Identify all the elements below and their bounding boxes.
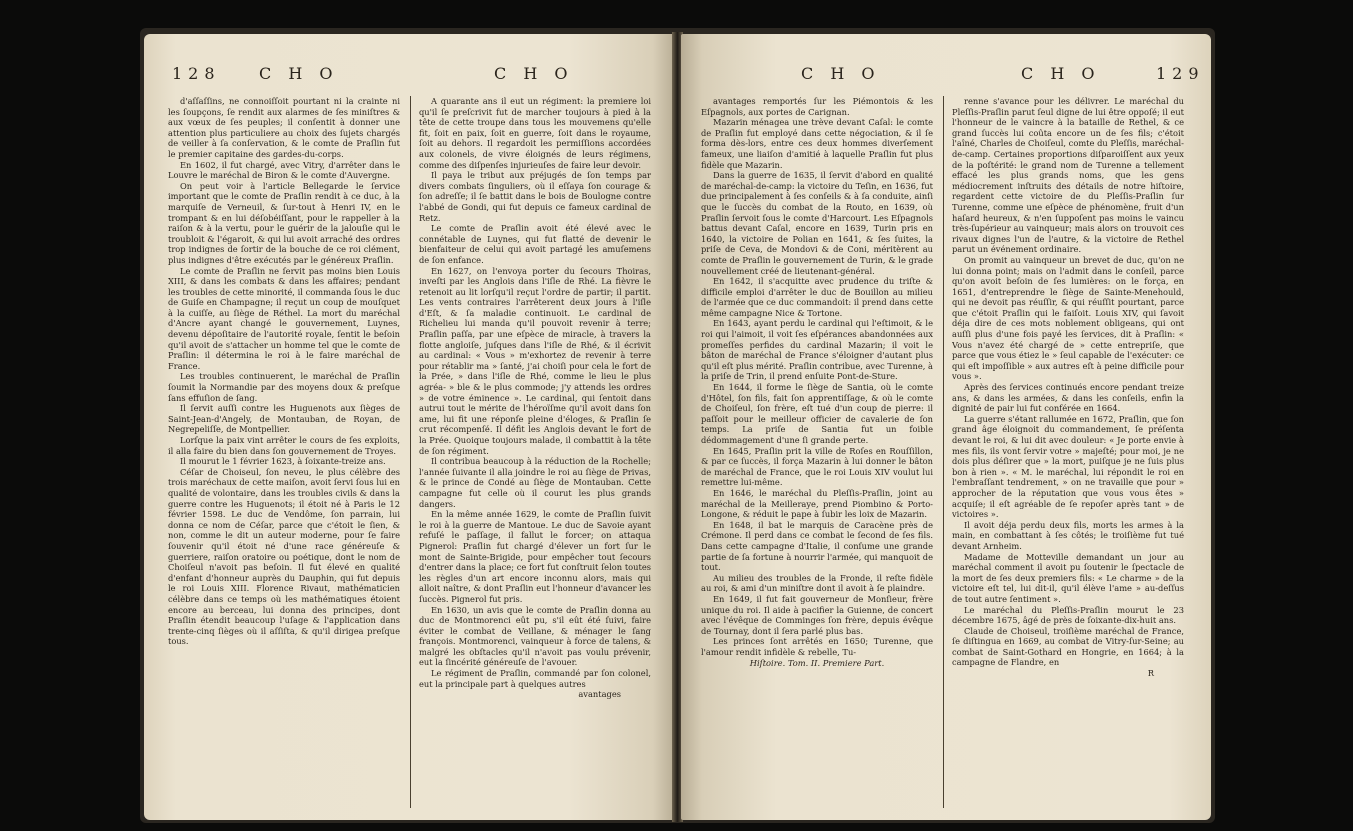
right-column-1 (701, 96, 933, 808)
paragraph: En 1602, il fut chargé, avec Vitry, d'arrêter dans le Louvre le maréchal de Biron & le comte d'Auvergne. (168, 159, 400, 181)
paragraph: Mazarin ménagea une trève devant Caſal: le comte de Praſlin fut employé dans cette négociation, & il ſe forma dès-lors, entre ces deux hommes diverſement fameux, une liaiſon d'amitié à laquelle Praſlin fut plus fidèle que Mazarin. (701, 117, 933, 170)
paragraph: Les princes ſont arrêtés en 1650; Turenne, que l'amour rendit infidèle & rebelle, Tu- (701, 636, 933, 657)
paragraph: En 1645, Praſlin prit la ville de Roſes en Rouſſillon, & par ce ſuccès, il força Mazarin à lui donner le bâton de maréchal de France, que le roi Louis XIV voulut lui remettre lui-même. (701, 445, 933, 488)
paragraph: Le régiment de Praſlin, commandé par ſon colonel, eut la principale part à quelques autres (419, 668, 651, 689)
paragraph: En 1642, il s'acquitte avec prudence du triſte & difficile emploi d'arrêter le duc de Bouillon au milieu de l'armée que ce duc commandoit: il prend dans cette même campagne Nice & Tortone. (701, 276, 933, 318)
page-number: 128 (172, 64, 221, 83)
paragraph: Il paya le tribut aux préjugés de ſon temps par divers combats ſinguliers, où il eſſaya ſon courage & ſon adreſſe; il ſe battit dans le bois de Boulogne contre l'abbé de Gondi, qui fut depuis ce fameux cardinal de Retz. (419, 170, 651, 223)
paragraph: renne s'avance pour les délivrer. Le maréchal du Pleſſis-Praſlin parut ſeul digne de lui être oppoſé; il eut l'honneur de le vaincre à la bataille de Rethel, & ce grand ſuccès lui coûta encore un de ſes fils; c'étoit l'aîné, Charles de Choiſeul, comte du Pleſſis, maréchal-de-camp. Certaines proportions diſparoiſſent aux yeux de la poſtérité: le grand nom de Turenne a tellement effacé les plus grands noms, que les gens médiocrement inſtruits des détails de notre hiſtoire, regardent cette victoire de du Pleſſis-Praſlin ſur Turenne, comme une eſpèce de phénomène, fruit d'un haſard heureux, & n'en ſuppoſent pas moins le vaincu très-ſupérieur au vainqueur; mais alors on trouvoit ces rivaux dignes l'un de l'autre, & la victoire de Rethel parut un événement ordinaire. (952, 96, 1184, 255)
paragraph: Le maréchal du Pleſſis-Praſlin mourut le 23 décembre 1675, âgé de près de ſoixante-dix-huit ans. (952, 604, 1184, 626)
page-number: 129 (1156, 64, 1205, 83)
paragraph: Le comte de Praſlin ne ſervit pas moins bien Louis XIII, & dans les combats & dans les affaires; pendant les troubles de cette minorité, il commanda ſous le duc de Guiſe en Champagne; il reçut un coup de mouſquet à la cuiſſe, au ſiège de Réthel. La mort du maréchal d'Ancre ayant changé le gouvernement, Luynes, devenu dépoſitaire de l'autorité royale, ſentit le beſoin qu'il avoit de s'attacher un homme tel que le comte de Praſlin: il détermina le roi à le faire maréchal de France. (168, 265, 400, 371)
signature-mark: R (1147, 668, 1154, 679)
paragraph: Le comte de Praſlin avoit été élevé avec le connétable de Luynes, qui fut flatté de devenir le bienfaiteur de celui qui avoit partagé les amuſemens de ſon enfance. (419, 223, 651, 265)
paragraph: Céſar de Choiseul, ſon neveu, le plus célèbre des trois maréchaux de cette maiſon, avoit ſervi ſous lui en qualité de volontaire, dans les troubles civils & dans la guerre contre les Huguenots; il étoit né à Paris le 12 février 1598. Le duc de Vendôme, ſon parrain, lui donna ce nom de Céſar, parce que c'étoit le ſien, & non, comme le dit un auteur moderne, pour ſe faire ſouvenir qu'il étoit né d'une race généreuſe & guerriere, raiſon oratoire ou poétique, dont le nom de Choiſeul n'avoit pas beſoin. Il fut élevé en qualité d'enfant d'honneur auprès du Dauphin, qui fut depuis le roi Louis XIII. Florence Rivaut, mathématicien célèbre dans ce temps où les mathématiques étoient encore au berceau, lui donna des principes, dont Praſlin étendit beaucoup l'uſage & l'application dans trente-cinq ſièges où il aſſiſta, & qu'il dirigea preſque tous. (168, 466, 400, 647)
paragraph: En 1630, un avis que le comte de Praſlin donna au duc de Montmorenci eût pu, s'il eût été ſuivi, faire éviter le combat de Veillane, & ménager le ſang françois. Montmorenci, vainqueur à force de talens, & malgré les obſtacles qu'il n'avoit pas voulu prévenir, eut la ſincérité généreuſe de l'avouer. (419, 604, 651, 668)
paragraph: On peut voir à l'article Bellegarde le ſervice important que le comte de Praſlin rendit à ce duc, à la marquiſe de Verneuil, & ſur-tout à Henri IV, en le trompant & en lui déſobéiſſant, pour le rappeller à la raiſon & à la vertu, pour le guérir de la jalouſie qui le troubloit & l'égaroit, & qui lui avoit arraché des ordres trop indignes de ſortir de la bouche de ce roi clément, plus indignes d'être exécutés par le généreux Praſlin. (168, 180, 400, 265)
paragraph: Après des ſervices continués encore pendant treize ans, & dans les armées, & dans les conſeils, enfin la dignité de pair lui fut conférée en 1664. (952, 382, 1184, 414)
column-rule (943, 96, 944, 808)
left-column-2 (419, 96, 651, 808)
running-head: C H O (259, 64, 339, 83)
left-page-header (144, 64, 674, 94)
paragraph: Dans la guerre de 1635, il ſervit d'abord en qualité de maréchal-de-camp: la victoire du Teſin, en 1636, fut due principalement à ſes conſeils & à ſa conduite, ainſi que le ſuccès du combat de la Routo, en 1639, où Praſlin ſervoit ſous le comte d'Harcourt. Les Eſpagnols battus devant Caſal, encore en 1639, Turin pris en 1640, la victoire de Polian en 1641, & ſes ſuites, la priſe de Ceva, de Mondovi & de Coni, méritèrent au comte de Praſlin le gouvernement de Turin, & le grade nouvellement créé de lieutenant-général. (701, 170, 933, 276)
footer-title: Hiſtoire. Tom. II. Premiere Part. (749, 658, 885, 669)
column-rule (410, 96, 411, 808)
paragraph: Madame de Motteville demandant un jour au maréchal comment il avoit pu ſoutenir le ſpectacle de la mort de ſes deux premiers fils: « Le charme » de la victoire eſt tel, lui dit-il, qu'il élève l'ame » au-deſſus de tout autre ſentiment ». (952, 551, 1184, 604)
paragraph: En 1649, il fut fait gouverneur de Monſieur, frère unique du roi. Il aide à pacifier la Guienne, de concert avec l'évêque de Comminges ſon frère, depuis évêque de Tournay, dont il ſera parlé plus bas. (701, 593, 933, 636)
right-page-header (681, 64, 1211, 94)
running-head: C H O (801, 64, 881, 83)
paragraph: Au milieu des troubles de la Fronde, il reſte fidèle au roi, & ami d'un miniſtre dont il avoit à ſe plaindre. (701, 572, 933, 594)
running-head: C H O (1021, 64, 1101, 83)
left-page (144, 34, 674, 820)
paragraph: En 1646, le maréchal du Pleſſis-Praſlin, joint au maréchal de la Meilleraye, prend Piombino & Porto-Longone, & réduit le pape à ſubir les loix de Mazarin. (701, 487, 933, 520)
paragraph: A quarante ans il eut un régiment: la premiere loi qu'il ſe preſcrivit fut de marcher toujours à pied à la tête de cette troupe dans tous les mouvemens qu'elle fit, ſoit en paix, ſoit en guerre, ſoit dans le royaume, ſoit au dehors. Il regardoit les permiſſions accordées aux colonels, de vivre éloignés de leurs régimens, comme des diſpenſes injurieuſes de faire leur devoir. (419, 96, 651, 170)
paragraph: Il avoit déja perdu deux fils, morts les armes à la main, en combattant à ſes côtés; le troiſième fut tué devant Arnheim. (952, 519, 1184, 551)
paragraph: En 1648, il bat le marquis de Caracène près de Crémone. Il perd dans ce combat le ſecond de ſes fils. Dans cette campagne d'Italie, il conſume une grande partie de ſa fortune à nourrir l'armée, qui manquoit de tout. (701, 519, 933, 573)
paragraph: Il ſervit auſſi contre les Huguenots aux ſièges de Saint-Jean-d'Angely, de Montauban, de Royan, de Negrepeliſſe, de Montpellier. (168, 403, 400, 435)
paragraph: Claude de Choiseul, troiſième maréchal de France, ſe diſtingua en 1669, au combat de Vitry-ſur-Seine; au combat de Saint-Gothard en Hongrie, en 1664; à la campagne de Flandre, en (952, 625, 1184, 668)
paragraph: Il contribua beaucoup à la réduction de la Rochelle; l'année ſuivante il alla joindre le roi au ſiège de Privas, & le prince de Condé au ſiège de Montauban. Cette campagne fut celle où il courut les plus grands dangers. (419, 456, 651, 509)
paragraph: Les troubles continuerent, le maréchal de Praſlin ſoumit la Normandie par des moyens doux & preſque ſans effuſion de ſang. (168, 371, 400, 403)
catchword: avantages (578, 689, 621, 700)
open-book (140, 28, 1215, 823)
left-column-1 (168, 96, 400, 808)
paragraph: En 1643, ayant perdu le cardinal qui l'eſtimoit, & le roi qui l'aimoit, il voit ſes eſpérances abandonnées aux promeſſes perfides du cardinal Mazarin; il voit le bâton de maréchal de France s'éloigner d'autant plus qu'il eſt plus mérité. Praſlin contribue, avec Turenne, à la priſe de Trin, il prend enſuite Pont-de-Sture. (701, 318, 933, 382)
right-column-2 (952, 96, 1184, 808)
paragraph: avantages remportés ſur les Piémontois & les Eſpagnols, aux portes de Carignan. (701, 96, 933, 117)
paragraph: En 1627, on l'envoya porter du ſecours Thoiras, inveſti par les Anglois dans l'iſle de Rhé. La fièvre le retenoit au lit lorſqu'il reçut l'ordre de partir; il partit. Les vents contraires l'arrêterent deux jours à l'iſle d'Eſt, & ſa maladie continuoit. Le cardinal de Richelieu lui manda qu'il pouvoit revenir à terre; Praſlin paſſa, par une eſpèce de miracle, à travers la flotte angloiſe, juſques dans l'iſle de Rhé, & il écrivit au cardinal: « Vous » m'exhortez de revenir à terre pour rétablir ma » ſanté, j'ai choiſi pour cela le fort de la Prée, » dans l'iſle de Rhé, comme le lieu le plus agréa- » ble & le plus commode; j'y attends les ordres » de votre éminence ». Le cardinal, qui ſentoit dans autrui tout le mérite de l'héroïſme qu'il avoit dans ſon ame, lui fit une réponſe pleine d'éloges, & Praſlin ſe crut récompenſé. Il défit les Anglois devant le fort de la Prée. Quoique toujours malade, il combattit à la tête de ſon régiment. (419, 265, 651, 456)
paragraph: Il mourut le 1 février 1623, à ſoixante-treize ans. (180, 456, 386, 467)
paragraph: On promit au vainqueur un brevet de duc, qu'on ne lui donna point; mais on l'admit dans le conſeil, parce qu'on avoit beſoin de ſes lumières: on le força, en 1651, d'entreprendre le ſiège de Sainte-Menehould, qui ne devoit pas réuſſir, & qui réuſſit pourtant, parce que c'étoit Praſlin qui le faiſoit. Louis XIV, qui ſavoit déja dire de ces mots noblement obligeans, qui ont auſſi plus d'une fois payé les ſervices, dit à Praſlin: « Vous n'avez été chargé de » cette entrepriſe, que parce que vous étiez le » ſeul capable de l'exécuter: ce qui eſt impoſſible » aux autres eſt à peine difficile pour vous ». (952, 254, 1184, 382)
paragraph: La guerre s'étant rallumée en 1672, Praſlin, que ſon grand âge éloignoit du commandement, ſe préſenta devant le roi, & lui dit avec douleur: « Je porte envie à mes fils, ils vont ſervir votre » majeſté; pour moi, je ne dois plus déſirer que » la mort, puiſque je ne ſuis plus bon à rien ». « M. le maréchal, lui répondit le roi en l'embraſſant tendrement, » on ne travaille que pour » approcher de la réputation que vous vous êtes » acquiſe; il eſt agréable de ſe repoſer après tant » de victoires ». (952, 413, 1184, 520)
paragraph: d'aſſaſſins, ne connoiſſoit pourtant ni la crainte ni les ſoupçons, ſe rendit aux alarmes de ſes miniſtres & aux vœux de ſes peuples; il conſentit à donner une attention plus particuliere au choix des ſujets chargés de veiller à ſa conſervation, & le comte de Praſlin fut le premier capitaine des gardes-du-corps. (168, 96, 400, 159)
right-page (681, 34, 1211, 820)
paragraph: Lorſque la paix vint arrêter le cours de ſes exploits, il alla faire du bien dans ſon gouvernement de Troyes. (168, 435, 400, 456)
running-head: C H O (494, 64, 574, 83)
paragraph: En 1644, il forme le ſiège de Santia, où le comte d'Hôtel, ſon fils, fait ſon apprentiſſage, & où le comte de Choiſeul, ſon frère, eſt tué d'un coup de pierre: il paſſoit pour le meilleur officier de cavalerie de ſon temps. La priſe de Santia fut un foible dédommagement d'une ſi grande perte. (701, 382, 933, 445)
paragraph: En la même année 1629, le comte de Praſlin ſuivit le roi à la guerre de Mantoue. Le duc de Savoie ayant refuſé le paſſage, il fallut le forcer; on attaqua Pignerol: Praſlin fut chargé d'élever un fort ſur le mont de Sainte-Brigide, pour empêcher tout ſecours d'entrer dans la place; ce fort fut conſtruit ſelon toutes les règles d'un art encore inconnu alors, mais qui alloit naître, & dont Praſlin eut l'honneur d'avancer les ſuccès. Pignerol fut pris. (419, 509, 651, 604)
